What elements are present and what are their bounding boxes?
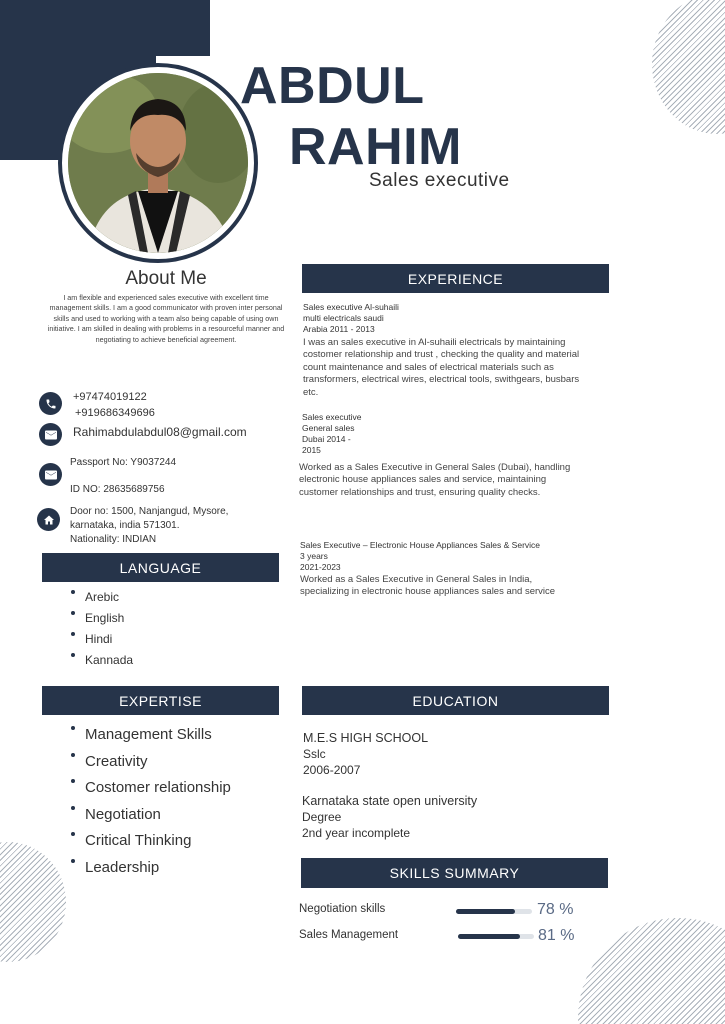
school-2-degree: Degree <box>302 810 342 824</box>
address-line-2: karnataka, india 571301. <box>70 520 180 531</box>
skill-bar <box>458 934 534 939</box>
experience-heading: EXPERIENCE <box>302 264 609 293</box>
school-1-years: 2006-2007 <box>303 763 361 777</box>
job-1-header: Sales executive Al-suhaili multi electricals saudi Arabia 2011 - 2013 <box>303 302 399 334</box>
list-item: Arebic <box>69 590 133 611</box>
language-list <box>69 590 133 674</box>
skill-label: Sales Management <box>299 929 399 941</box>
school-2-name: Karnataka state open university <box>302 794 478 808</box>
school-1-degree: Sslc <box>303 747 326 761</box>
id-number: ID NO: 28635689756 <box>70 484 165 495</box>
list-item: Critical Thinking <box>69 832 231 859</box>
skill-label: Negotiation skills <box>299 903 386 915</box>
list-item: Costomer relationship <box>69 779 231 806</box>
phone-number-2[interactable]: +919686349696 <box>75 407 155 419</box>
about-text: I am flexible and experienced sales executive with excellent time management skills. I am a good communicator with proven inter personal skills and used to working with a team also being capable of using own initiative. I am skilled in dealing with problems in a resourceful manner and negotiating to achieve beneficial agreement. <box>47 293 285 344</box>
email-address[interactable]: Rahimabdulabdul08@gmail.com <box>73 425 247 439</box>
last-name: RAHIM <box>289 118 462 176</box>
skill-percent: 78 % <box>537 901 574 918</box>
corner-decoration-top <box>0 0 210 56</box>
first-name: ABDUL <box>240 57 425 115</box>
skill-bar-fill <box>456 909 515 914</box>
education-heading: EDUCATION <box>302 686 609 715</box>
nationality: Nationality: INDIAN <box>70 534 157 545</box>
skill-percent: 81 % <box>538 927 575 944</box>
skills-summary-heading: SKILLS SUMMARY <box>301 858 608 888</box>
job-3-description: Worked as a Sales Executive in General Sales in India, specializing in electronic house appliances sales and service <box>300 574 556 598</box>
job-2-header: Sales executive General sales Dubai 2014 - 2015 <box>302 412 362 455</box>
profile-photo-frame <box>58 63 258 263</box>
list-item: Negotiation <box>69 806 231 833</box>
list-item: English <box>69 611 133 632</box>
hatch-circle-bottom-right <box>578 918 725 1024</box>
hatch-circle-bottom-left <box>0 842 66 962</box>
language-heading: LANGUAGE <box>42 553 279 582</box>
list-item: Creativity <box>69 753 231 780</box>
email-icon <box>39 423 62 446</box>
phone-number-1[interactable]: +97474019122 <box>73 391 147 403</box>
job-1-description: I was an sales executive in Al-suhaili electricals by maintaining costomer relationship and trust , checking the quality and material count maintenance and sales of electrical materials such as transformers, electrical wires, electrical tools, swithgears, busbars etc. <box>303 337 580 398</box>
list-item: Hindi <box>69 632 133 653</box>
job-3-header: Sales Executive – Electronic House Appliances Sales & Service 3 years 2021-2023 <box>300 540 541 572</box>
phone-icon <box>39 392 62 415</box>
skill-bar-fill <box>458 934 520 939</box>
list-item: Kannada <box>69 653 133 674</box>
profile-photo <box>68 73 248 253</box>
passport-number: Passport No: Y9037244 <box>70 457 177 468</box>
address-line-1: Door no: 1500, Nanjangud, Mysore, <box>70 506 229 517</box>
about-title: About Me <box>125 268 207 289</box>
job-title: Sales executive <box>369 170 510 191</box>
skill-bar <box>456 909 532 914</box>
home-icon <box>37 508 60 531</box>
job-2-description: Worked as a Sales Executive in General Sales (Dubai), handling electronic house appliances sales and service, maintaining customer relationships and trust, ensuring quality checks. <box>299 462 571 498</box>
expertise-heading: EXPERTISE <box>42 686 279 715</box>
hatch-circle-top-right <box>652 0 725 134</box>
list-item: Leadership <box>69 859 231 886</box>
email-icon <box>39 463 62 486</box>
school-2-years: 2nd year incomplete <box>302 826 411 840</box>
expertise-list <box>69 726 231 885</box>
school-1-name: M.E.S HIGH SCHOOL <box>303 731 429 745</box>
list-item: Management Skills <box>69 726 231 753</box>
